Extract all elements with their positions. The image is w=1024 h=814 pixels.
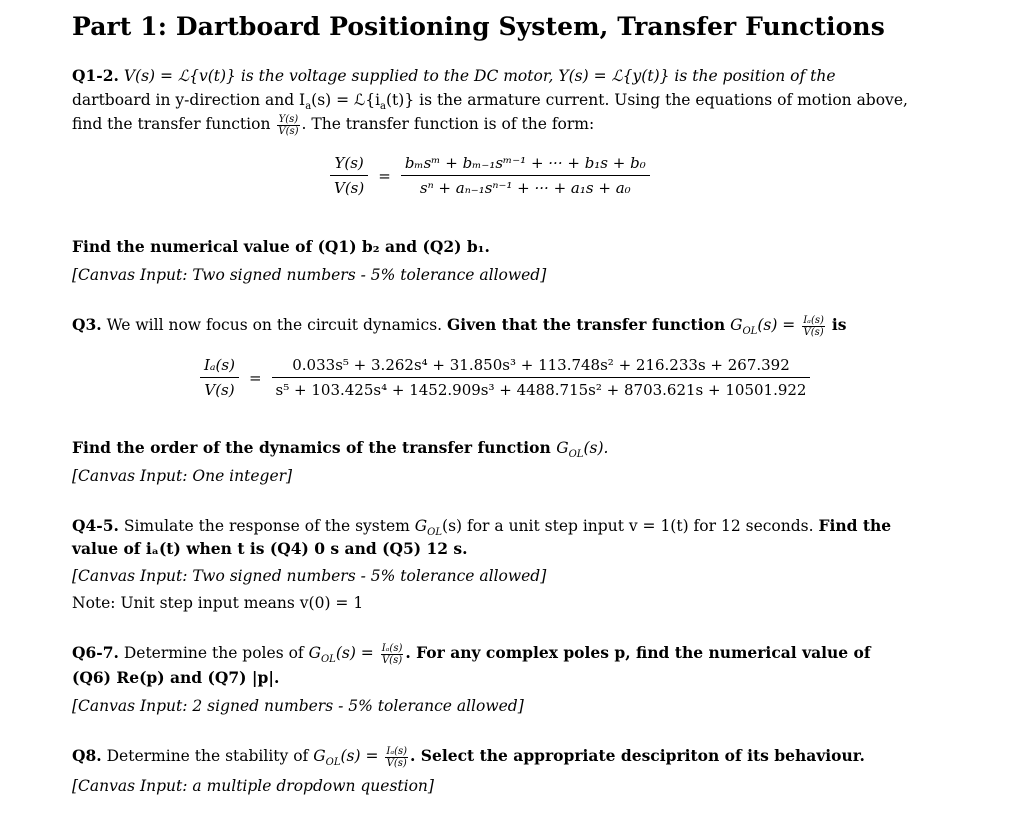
q12-text-1: V(s) = ℒ{v(t)} is the voltage supplied to the DC motor, Y(s) = ℒ{y(t)} is the position of the [123, 67, 836, 85]
q45-line-2: value of iₐ(t) when t is (Q4) 0 s and (Q5) 12 s. [72, 539, 468, 558]
q12-line-1 [72, 64, 952, 88]
q3-text-1b: Given that the transfer function [447, 315, 726, 334]
q67-label: Q6-7. [72, 643, 119, 662]
q3-line-1: Q3. We will now focus on the circuit dynamics. Given that the transfer function $G_{OL}(s)$ = $\frac{\text{Iₐ(s)}}{V(s)}$ is [72, 314, 847, 338]
q3-eq-lhs: $\frac{\text{Iₐ(s)}}{V(s)}$ [200, 356, 239, 399]
q45-line-1: Q4-5. Simulate the response of the system $G_{OL}(s)$ for a unit step input v = 1(t) for 12 seconds. Find the [72, 516, 892, 539]
q12-equation: $\frac{Y(s)}{V(s)}$ = bₘsᵐ + bₘ₋₁sᵐ⁻¹ + ··· + b₁s + b₀ sⁿ + aₙ₋₁sⁿ⁻¹ + ··· + a₁s + a₀ [330, 154, 650, 197]
q3-eq-rhs: 0.033s⁵ + 3.262s⁴ + 31.850s³ + 113.748s² + 216.233s + 267.392 s⁵ + 103.425s⁴ + 1452.909s³ + 4488.715s² + 8703.621s + 10501.922 [272, 356, 811, 399]
q12-text-3b: . The transfer function is of the form: [301, 115, 595, 133]
q45-canvas-note: [Canvas Input: Two signed numbers - 5% tolerance allowed] [72, 567, 547, 585]
q3-equation: $\frac{\text{Iₐ(s)}}{V(s)}$ = 0.033s⁵ + 3.262s⁴ + 31.850s³ + 113.748s² + 216.233s + 267.392 s⁵ + 103.425s⁴ + 1452.909s³ + 4488.715s² + 8703.621s + 10501.922 [200, 356, 810, 399]
q3-find: Find the order of the dynamics of the transfer function $G_{OL}(s)$. [72, 438, 609, 461]
q45-note: Note: Unit step input means v(0) = 1 [72, 594, 364, 612]
q12-canvas-note: [Canvas Input: Two signed numbers - 5% tolerance allowed] [72, 266, 547, 284]
q12-text-3a: find the transfer function [72, 115, 271, 133]
q12-text-2: dartboard in y-direction and I [72, 91, 306, 109]
q3-canvas-note: [Canvas Input: One integer] [72, 467, 293, 485]
q12-line-2: dartboard in y-direction and $I_a(s)$ = $ℒ\{i_a(t)\}$ is the armature current. Using the equations of motion above, [72, 91, 908, 113]
q12-eq-lhs: $\frac{Y(s)}{V(s)}$ [330, 154, 368, 197]
page-title: Part 1: Dartboard Positioning System, Transfer Functions [72, 12, 885, 41]
q12-label: Q1-2. [72, 66, 119, 85]
q12-eq-rhs: bₘsᵐ + bₘ₋₁sᵐ⁻¹ + ··· + b₁s + b₀ sⁿ + aₙ₋₁sⁿ⁻¹ + ··· + a₁s + a₀ [401, 154, 650, 197]
q3-text-1: We will now focus on the circuit dynamics. [106, 316, 443, 334]
q67-canvas-note: [Canvas Input: 2 signed numbers - 5% tolerance allowed] [72, 697, 524, 715]
q67-line-1: Q6-7. Determine the poles of $G_{OL}(s)$ = $\frac{\text{Iₐ(s)}}{V(s)}$ . For any complex poles p, find the numerical value of [72, 642, 871, 666]
q3-label: Q3. [72, 315, 102, 334]
q8-label: Q8. [72, 746, 102, 765]
q45-label: Q4-5. [72, 516, 119, 535]
q12-line-3 [72, 112, 952, 137]
q12-text-2c: (t)} is the armature current. Using the equations of motion above, [386, 91, 908, 109]
q8-line-1: Q8. Determine the stability of $G_{OL}(s)$ = $\frac{\text{Iₐ(s)}}{V(s)}$ . Select the appropriate descipriton of its behaviour. [72, 745, 865, 769]
q3-inline-fraction: $\frac{\text{Iₐ(s)}}{V(s)}$ [803, 314, 824, 338]
q67-inline-fraction: $\frac{\text{Iₐ(s)}}{V(s)}$ [381, 642, 403, 666]
q12-inline-fraction: $\frac{Y(s)}{V(s)}$ [278, 113, 299, 137]
q12-find: Find the numerical value of (Q1) b₂ and (Q2) b₁. [72, 237, 490, 256]
q8-canvas-note: [Canvas Input: a multiple dropdown question] [72, 777, 434, 795]
q8-inline-fraction: $\frac{\text{Iₐ(s)}}{V(s)}$ [386, 745, 408, 769]
q67-line-2: (Q6) Re(p) and (Q7) |p|. [72, 668, 280, 687]
q12-text-2b: (s) = ℒ{i [311, 91, 381, 109]
